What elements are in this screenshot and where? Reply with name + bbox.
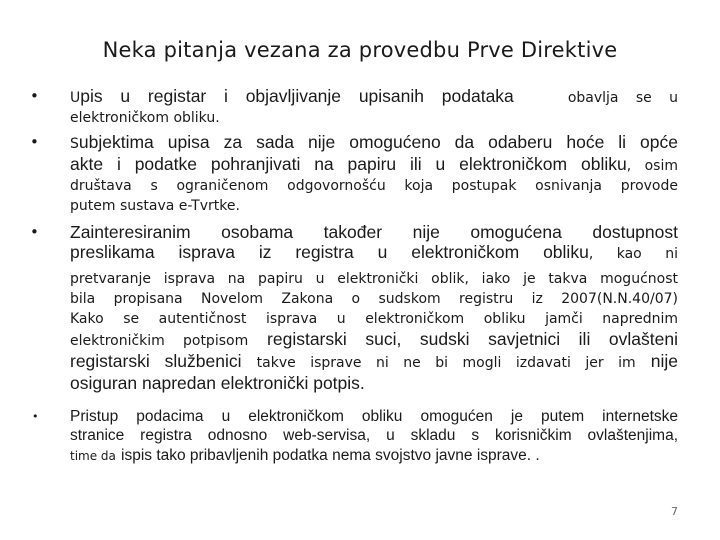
bullet-2-line-2: akte i podatke pohranjivati na papiru ili u elektroničkom obliku, osim <box>70 154 678 174</box>
bullet-marker: • <box>32 410 39 423</box>
bullet-item-4 <box>30 407 678 466</box>
bullet-marker: • <box>30 87 39 105</box>
bullet-1-line-1: Upis u registar i objavljivanje upisanih podataka obavlja se u <box>70 86 678 106</box>
bullet-item-1 <box>30 86 678 128</box>
bullet-3-line-7: registarski službenici takve isprave ni ne bi mogli izdavati jer im nije <box>70 351 679 371</box>
bullet-marker: • <box>30 133 39 151</box>
bullet-item-2 <box>30 132 678 216</box>
bullet-4-line-1: Pristup podacima u elektroničkom obliku omogućen je putem internetske <box>70 408 678 425</box>
bullet-list <box>30 86 678 476</box>
bullet-3-line-2: preslikama isprava iz registra u elektroničkom obliku, kao ni <box>70 242 678 262</box>
bullet-2-line-3: društava s ograničenom odgovornošću koja postupak osnivanja provode <box>70 178 678 194</box>
bullet-3-line-1: Zainteresiranim osobama također nije omogućena dostupnost <box>70 222 678 242</box>
slide-title: Neka pitanja vezana za provedbu Prve Direktive <box>102 38 618 62</box>
bullet-4-line-3: time da ispis tako pribavljenih podatka nema svojstvo javne isprave. . <box>70 447 540 464</box>
bullet-3-line-8: osiguran napredan elektronički potpis. <box>70 373 365 393</box>
bullet-3-line-3: pretvaranje isprava na papiru u elektronički oblik, iako je takva mogućnost <box>70 271 678 287</box>
bullet-1-line-2: elektroničkom obliku. <box>70 110 220 126</box>
bullet-3-line-6: elektroničkim potpisom registarski suci, sudski savjetnici ili ovlašteni <box>70 329 678 349</box>
bullet-item-3 <box>30 222 678 393</box>
bullet-3-line-5: Kako se autentičnost isprava u elektroničkom obliku jamči naprednim <box>70 311 678 327</box>
bullet-marker: • <box>30 223 39 241</box>
page-number: 7 <box>671 505 678 518</box>
bullet-3-line-4: bila propisana Novelom Zakona o sudskom registru iz 2007(N.N.40/07) <box>70 291 678 307</box>
bullet-2-line-1: Subjektima upisa za sada nije omogućeno da odaberu hoće li opće <box>70 132 678 152</box>
bullet-4-line-2: stranice registra odnosno web-servisa, u skladu s korisničkim ovlaštenjima, <box>70 427 678 444</box>
bullet-2-line-4: putem sustava e-Tvrtke. <box>70 198 240 214</box>
